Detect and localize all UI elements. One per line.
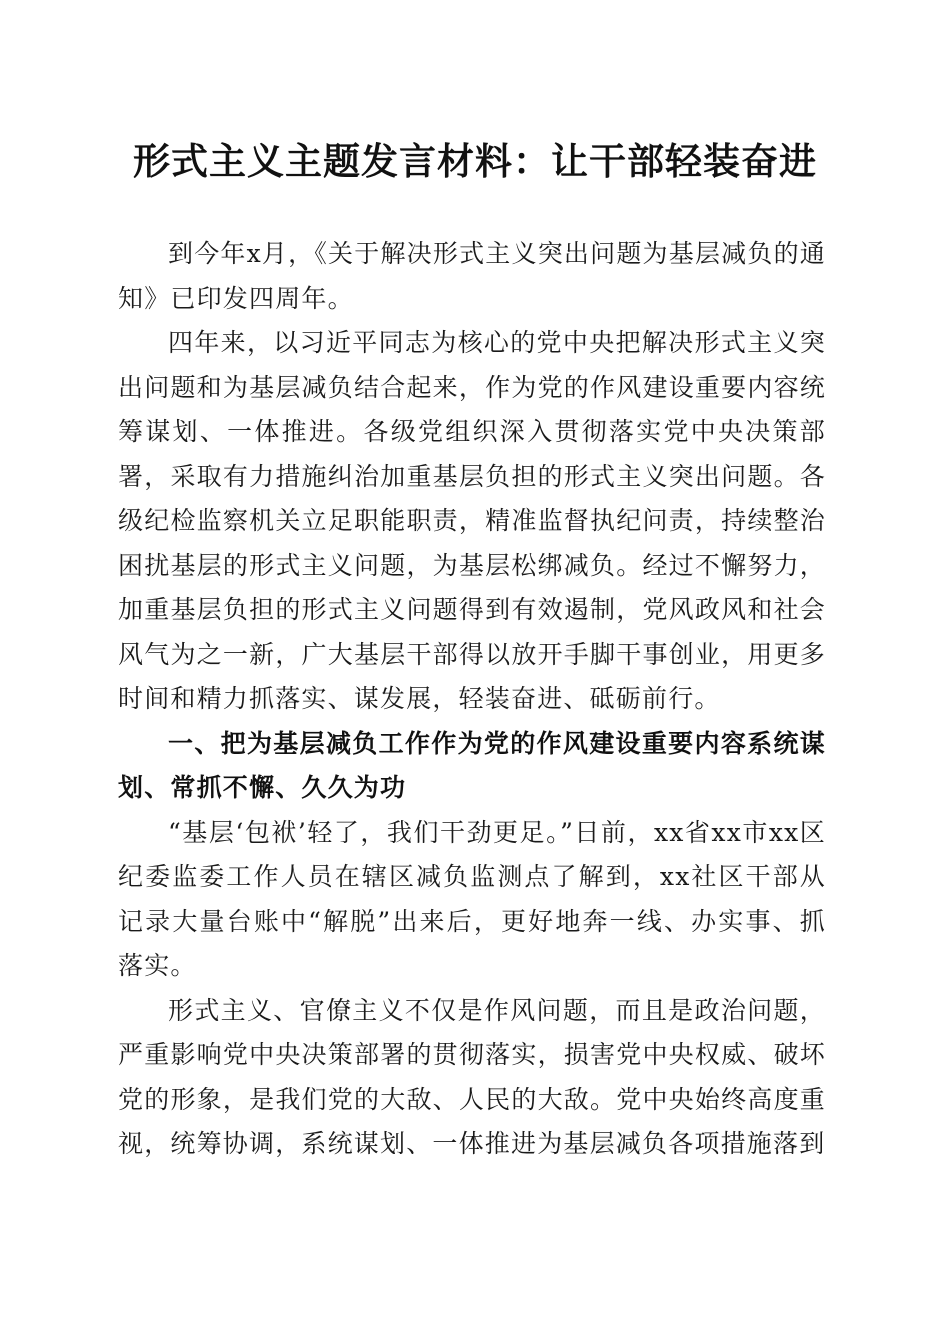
paragraph-grassroots-quote: “基层‘包袱’轻了，我们干劲更足。”日前，xx省xx市xx区纪委监委工作人员在辖区减负监测点了解到，xx社区干部从记录大量台账中“解脱”出来后，更好地奔一线、办实事、抓落实。 [118, 817, 826, 980]
document-title: 形式主义主题发言材料：让干部轻装奋进 [133, 139, 817, 183]
document-body [118, 232, 826, 1167]
paragraph-intro: 到今年x月，《关于解决形式主义突出问题为基层减负的通知》已印发四周年。 [118, 239, 826, 313]
paragraph-formalism-harm: 形式主义、官僚主义不仅是作风问题，而且是政治问题，严重影响党中央决策部署的贯彻落实，损害党中央权威、破坏党的形象，是我们党的大敌、人民的大敌。党中央始终高度重视，统筹协调，系统谋划、一体推进为基层减负各项措施落到 [118, 995, 826, 1158]
section-heading-1: 一、把为基层减负工作作为党的作风建设重要内容系统谋划、常抓不懈、久久为功 [118, 728, 826, 802]
paragraph-four-years: 四年来，以习近平同志为核心的党中央把解决形式主义突出问题和为基层减负结合起来，作为党的作风建设重要内容统筹谋划、一体推进。各级党组织深入贯彻落实党中央决策部署，采取有力措施纠治加重基层负担的形式主义突出问题。各级纪检监察机关立足职能职责，精准监督执纪问责，持续整治困扰基层的形式主义问题，为基层松绑减负。经过不懈努力，加重基层负担的形式主义问题得到有效遏制，党风政风和社会风气为之一新，广大基层干部得以放开手脚干事创业，用更多时间和精力抓落实、谋发展，轻装奋进、砥砺前行。 [118, 328, 826, 713]
